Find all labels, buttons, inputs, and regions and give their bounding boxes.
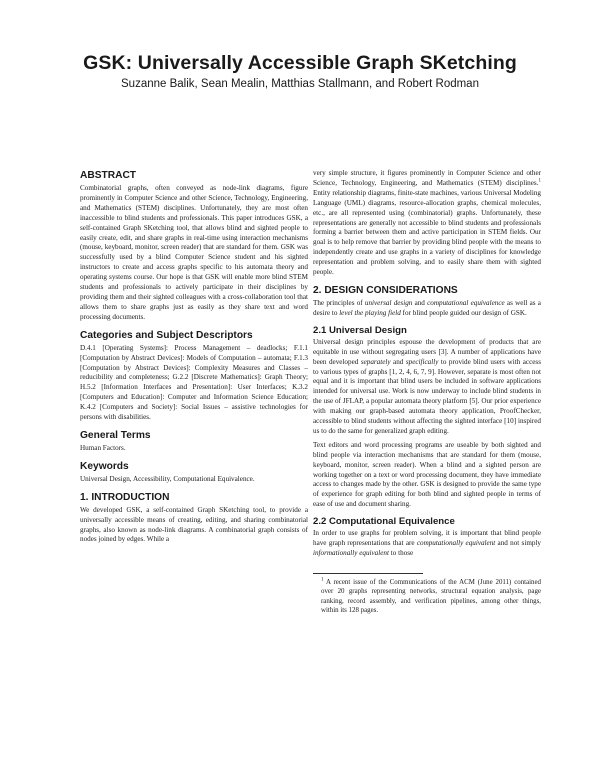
footnote-text: A recent issue of the Communications of the ACM (June 2011) contained over 20 graphs representing networks, structural equation analysis, page ranking, record assembly, and verification pipelines, among other things, within its 128 pages. — [321, 578, 541, 615]
ce-e2: informationally equivalent — [313, 549, 389, 557]
ud-p1e1: separately — [360, 357, 391, 366]
ud-p1e2: specifically — [405, 357, 439, 366]
ud-p1b: and — [390, 357, 406, 366]
design-text — [313, 299, 541, 319]
introduction-continued — [313, 169, 541, 278]
ud-p1c: to provide blind users with access to various types of graphs [1, 2, 4, 6, 7, 9]. However, separate is most often not equal and it is important that blind users be included in software applications intended for universal use. Work is now underway to include blind students in the use of JFLAP, a popular automata theory platform [5]. Our prior experience with making our graph-based automata theory application, ProofChecker, accessible to blind students without affecting the sighted interface [10] inspired us to do the same for generalized graph editing. — [313, 357, 541, 435]
introduction-heading: 1. INTRODUCTION — [80, 491, 170, 503]
universal-design-p1 — [313, 338, 541, 437]
right-column — [313, 169, 541, 616]
abstract-heading: ABSTRACT — [80, 170, 137, 181]
design-heading: 2. DESIGN CONSIDERATIONS — [313, 284, 458, 296]
design-e3: level the playing field — [339, 308, 401, 317]
design-e1: universal design — [364, 298, 413, 307]
footnote — [313, 578, 541, 616]
ce-b: and not simply — [495, 539, 542, 548]
left-column — [80, 170, 308, 549]
keywords-heading: Keywords — [80, 460, 129, 472]
categories-text: D.4.1 [Operating Systems]: Process Management – deadlocks; F.1.1 [Computation by Abstract Devices]: Models of Computation – automata; F.1.3 [Computation by Abstract Devices]: Complexity Measures and Classes – reducibility and completeness; G.2.2 [Discrete Mathematics]: Graph Theory; H.5.2 [Information Interfaces and Presentation]: User Interfaces; K.3.2 [Computers and Education]: Computer and Information Science Education; K.4.2 [Computers and Society]: Social Issues – assistive technologies for persons with disabilities. — [80, 343, 308, 422]
footnote-number: 1 — [321, 577, 324, 583]
paper-title: GSK: Universally Accessible Graph SKetching — [83, 52, 517, 74]
ce-c: to those — [388, 549, 414, 557]
computational-equivalence-text — [313, 529, 541, 559]
ce-a: In order to use graphs for problem solving, it is important that blind people have graph representations that are — [313, 529, 541, 548]
universal-design-p2: Text editors and word processing programs are useable by both sighted and blind people via interaction mechanisms that are standard for them (mouse, keyboard, monitor, screen reader). When a blind and a sighted person are working together on a text or word processing document, they have immediate access to changes made by the other. GSK is designed to provide the same type of experience for graph editing for both blind and sighted people in terms of ease of use and document sharing. — [313, 440, 541, 509]
intro-cont-text-2: Entity relationship diagrams, finite-state machines, various Universal Modeling Language (UML) diagrams, resource-allocation graphs, chemical molecules, etc., are all represented using (combinatorial) graphs. Unfortunately, these representations are generally not accessible to blind students and professionals forming a barrier between them and active participation in STEM fields. Our goal is to help remove that barrier by providing blind people with the means to independently create and use graphs in a variety of disciplines for knowledge representation and problem solving, and to easily share them with sighted people. — [313, 188, 541, 277]
universal-design-heading: 2.1 Universal Design — [313, 324, 407, 336]
design-t3: as well as a desire to — [313, 298, 541, 317]
general-terms-heading: General Terms — [80, 429, 151, 441]
design-e2: computational equivalence — [427, 298, 505, 307]
computational-equivalence-heading: 2.2 Computational Equivalence — [313, 516, 455, 528]
keywords-text: Universal Design, Accessibility, Computational Equivalence. — [80, 474, 255, 483]
footnote-divider — [313, 573, 423, 574]
ud-p1a: Universal design principles espouse the development of products that are equitable in use without segregating users [3]. A number of applications have been developed — [313, 337, 541, 366]
design-t1: The principles of — [313, 298, 365, 307]
intro-cont-text: very simple structure, it figures prominently in Computer Science and other Science, Technology, Engineering, and Mathematics (STEM) disciplines. — [313, 169, 541, 187]
abstract-text: Combinatorial graphs, often conveyed as node-link diagrams, figure prominently in Computer Science and other Science, Technology, Engineering, and Mathematics (STEM) disciplines. Unfortunately, they are most often inaccessible to blind students and professionals. This paper introduces GSK, a self-contained Graph SKetching tool, that allows blind and sighted people to easily create, edit, and share graphs in real-time using interaction mechanisms (mouse, keyboard, monitor, screen reader) that are standard for them. GSK was successfully used by a blind Computer Science student and his sighted instructors to create and access graphs specific to his automata theory and operating systems course. Our hope is that GSK will enable more blind STEM students and professionals to actively participate in their disciplines by providing them and their sighted colleagues with a cross-collaboration tool that allows them to share graphs just as easily as they share text and word processing documents. — [80, 184, 308, 321]
categories-heading: Categories and Subject Descriptors — [80, 329, 253, 341]
paper-authors: Suzanne Balik, Sean Mealin, Matthias Stallmann, and Robert Rodman — [121, 78, 479, 90]
design-t4: for blind people guided our design of GSK. — [400, 308, 527, 317]
introduction-text: We developed GSK, a self-contained Graph SKetching tool, to provide a universally accessible means of creating, editing, and sharing combinatorial graphs, also known as node-link diagrams. A combinatorial graph consists of nodes joined by edges. While a — [80, 505, 308, 544]
ce-e1: computationally equivalent — [416, 539, 496, 548]
design-t2: and — [412, 298, 428, 307]
general-terms-text: Human Factors. — [80, 443, 126, 452]
footnote-marker: 1 — [538, 178, 541, 184]
